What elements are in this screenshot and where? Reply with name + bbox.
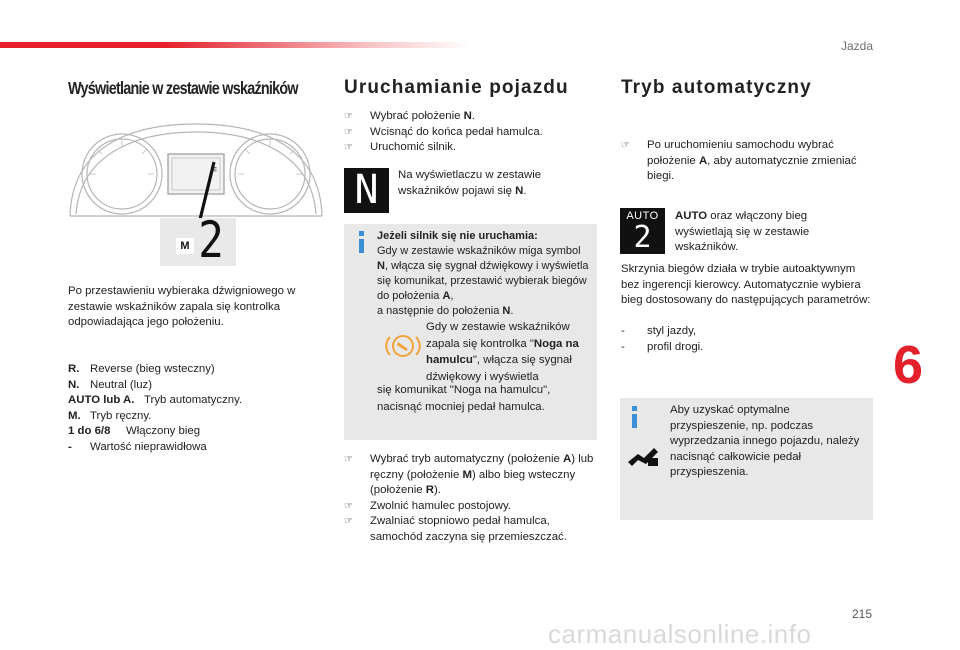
info-icon bbox=[359, 231, 364, 253]
arrow-bullet-icon: ☞ bbox=[344, 126, 353, 138]
legend-item: R. Reverse (bieg wsteczny) bbox=[68, 363, 215, 375]
info-accel-text: Aby uzyskać optymalne przyspieszenie, np. podczas wyprzedzania innego pojazdu, należy nacisnąć całkowicie pedał przyspieszenia. bbox=[670, 404, 860, 479]
foot-on-pedal-icon bbox=[626, 444, 660, 468]
arrow-bullet-icon: ☞ bbox=[344, 500, 353, 512]
list-item: ☞ Uruchomić silnik. bbox=[344, 140, 594, 156]
list-item: ☞ Po uruchomieniu samochodu wybrać położenie A, aby automatycznie zmieniać biegi. bbox=[621, 139, 857, 183]
list-item: - styl jazdy, bbox=[621, 325, 697, 337]
section-name: Jazda bbox=[840, 39, 873, 53]
info-text-block: Jeżeli silnik się nie uruchamia: Gdy w zestawie wskaźników miga symbol N, włącza się sygnał dźwiękowy i wyświetla się komunikat, przestawić wybierak biegów do położenia A, a następnie do położenia N. bbox=[377, 230, 589, 317]
foot-on-brake-warning-icon bbox=[384, 332, 422, 360]
legend-item: AUTO lub A. Tryb automatyczny. bbox=[68, 394, 243, 407]
info-icon bbox=[632, 406, 637, 428]
arrow-bullet-icon: ☞ bbox=[344, 111, 353, 122]
display-auto-gear: 2 bbox=[633, 220, 652, 255]
arrow-bullet-icon: ☞ bbox=[344, 142, 353, 154]
svg-text:≡: ≡ bbox=[210, 165, 218, 175]
chapter-number: 6 bbox=[893, 335, 924, 395]
legend-item: 1 do 6/8 Włączony bieg bbox=[68, 425, 201, 438]
watermark: carmanualsonline.info bbox=[548, 619, 812, 649]
arrow-bullet-icon: ☞ bbox=[344, 454, 353, 465]
col1-title: Wyświetlanie w zestawie wskaźników bbox=[68, 78, 298, 98]
auto-caption: AUTO oraz włączony bieg wyświetlają się w zestawie wskaźników. bbox=[675, 210, 810, 254]
auto-step bbox=[621, 138, 871, 185]
col1-paragraph: Po przestawieniu wybieraka dźwigniowego w zestawie wskaźników zapala się kontrolka odpowiadająca jego położeniu. bbox=[68, 285, 296, 329]
col3-paragraph: Skrzynia biegów działa w trybie autoaktywnym bez ingerencji kierowcy. Automatycznie wybiera bieg dostosowany do następujących parametrów: bbox=[621, 263, 871, 307]
display-auto-label: AUTO bbox=[626, 210, 659, 222]
info-box-engine bbox=[344, 224, 597, 440]
list-item: ☞ Zwalniać stopniowo pedał hamulca, samochód zaczyna się przemieszczać. bbox=[344, 515, 567, 543]
info-warning-cont: się komunikat "Noga na hamulcu", nacisnąć mocniej pedał hamulca. bbox=[377, 384, 551, 413]
display-n-caption: Na wyświetlaczu w zestawie wskaźników pojawi się N. bbox=[398, 169, 542, 197]
list-item: ☞ Wcisnąć do końca pedał hamulca. bbox=[344, 125, 594, 141]
display-n-letter: N bbox=[354, 167, 379, 213]
col3-title: Tryb automatyczny bbox=[621, 77, 812, 98]
info-warning-text: Gdy w zestawie wskaźników zapala się kontrolka "Noga na hamulcu", włącza się sygnał dźwiękowy i wyświetla bbox=[426, 321, 579, 383]
drive-steps-list bbox=[344, 452, 596, 546]
arrow-bullet-icon: ☞ bbox=[344, 516, 353, 528]
page-number: 215 bbox=[851, 607, 872, 621]
legend-item: N. Neutral (luz) bbox=[68, 378, 153, 391]
gear-legend bbox=[68, 362, 328, 456]
display-gear-digit: 2 bbox=[198, 211, 224, 269]
col2-title: Uruchamianie pojazdu bbox=[344, 77, 569, 98]
list-item: ☞ Zwolnić hamulec postojowy. bbox=[344, 499, 596, 515]
display-auto-image bbox=[620, 208, 665, 254]
start-steps-list bbox=[344, 109, 594, 156]
header-accent-bar bbox=[0, 42, 470, 48]
legend-item: - Wartość nieprawidłowa bbox=[68, 440, 207, 453]
params-list bbox=[621, 324, 875, 355]
list-item: ☞ Wybrać tryb automatyczny (położenie A) lub ręczny (położenie M) albo bieg wsteczny (położenie R). bbox=[344, 453, 594, 497]
gear-display-panel bbox=[160, 211, 236, 269]
list-item: ☞ Wybrać położenie N. bbox=[344, 109, 594, 125]
legend-item: M. Tryb ręczny. bbox=[68, 409, 152, 422]
info-box-accel bbox=[620, 398, 873, 520]
display-n-image bbox=[344, 168, 389, 213]
arrow-bullet-icon: ☞ bbox=[621, 140, 630, 151]
display-mode-letter: M bbox=[176, 238, 194, 254]
list-item: - profil drogi. bbox=[621, 340, 704, 353]
